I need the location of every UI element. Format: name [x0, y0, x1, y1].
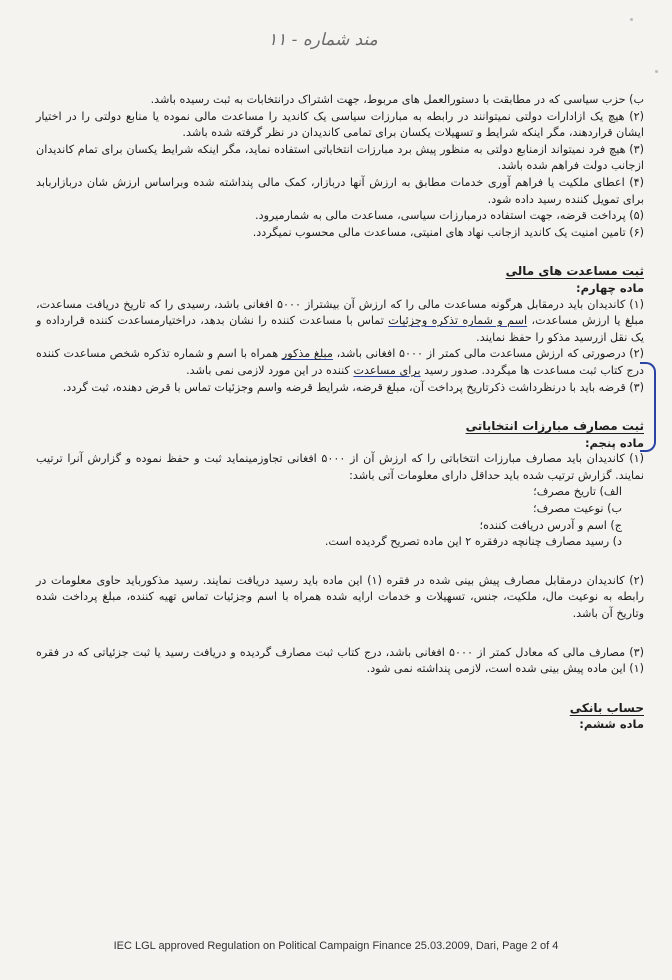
page-footer: IEC LGL approved Regulation on Political Campaign Finance 25.03.2009, Dari, Page 2 of 4 — [113, 940, 559, 952]
article-4-paragraph-2 — [36, 346, 644, 379]
article-5-paragraph-1: (۱) کاندیدان باید مصارف مبارزات انتخاباتی را که ارزش آن از ۵۰۰۰ افغانی تجاوزمینماید ثبت و حفظ نموده و گزارش آنرا ترتیب نمایند. گزارش ترتیب شده باید حداقل دارای معلومات آتی باشد: — [36, 452, 644, 482]
section-heading-campaign-expenses: ثبت مصارف مبارزات انتخاباتی — [465, 419, 644, 434]
paragraph-b: ب) حزب سیاسی که در مطابقت با دستورالعمل های مربوط، جهت اشتراک درانتخابات به ثبت رسیده باشد. — [150, 93, 644, 106]
article-5-label: ماده پنجم: — [584, 435, 644, 450]
text-run: کننده در این مورد لازمی نمی باشد. — [186, 363, 354, 377]
text-run: (۱) کاندیدان باید درمقابل هرگونه مساعدت مالی را که ارزش آن بیشتراز ۵۰۰۰ افغانی باشد، رسیدی را که تاریخ دریافت مساعدت، مبلغ یا ارزش مساعدت، — [36, 297, 644, 328]
underlined-text: اسم و شماره تذکره وجزئیات — [388, 314, 528, 328]
article-4-paragraph-3: (۳) قرضه باید با درنظرداشت ذکرتاریخ پرداخت آن، مبلغ قرضه، شرایط قرضه واسم وجزئیات تماس با قرض دهنده، ثبت گردد. — [62, 380, 644, 394]
paragraph-2: (۲) هیچ یک ازادارات دولتی نمیتوانند در رابطه به مبارزات سیاسی یک کاندید را مساعدت مالی نموده یا منابع دولتی را در اختیار ایشان قراردهند، مگر اینکه شرایط و تسهیلات یکسان برای تمامی کاندیدان در نظر گرفته شده باشد. — [36, 109, 644, 140]
article-6-label: ماده ششم: — [579, 717, 644, 732]
section-heading-financial-aid: ثبت مساعدت های مالی — [505, 264, 644, 279]
list-item-a: الف) تاریخ مصرف؛ — [533, 485, 622, 499]
paragraph-5: (۵) پرداخت قرضه، جهت استفاده درمبارزات سیاسی، مساعدت مالی به شمارمیرود. — [255, 209, 644, 223]
paragraph-6: (۶) تامین امنیت یک کاندید ازجانب نهاد های امنیتی، مساعدت مالی محسوب نمیگردد. — [252, 225, 644, 239]
list-item-d: د) رسید مصارف چنانچه درفقره ۲ این ماده تصریح گردیده است. — [324, 535, 622, 549]
article-4-label: ماده چهارم: — [576, 280, 644, 295]
scan-speck — [655, 70, 658, 73]
underlined-text: برای مساعدت — [353, 363, 421, 377]
paragraph-3: (۳) هیچ فرد نمیتواند ازمنابع دولتی به منظور پیش برد مبارزات انتخاباتی استفاده نماید، مگر اینکه شرایط یکسان برای تمام کاندیدان ازجانب دولت فراهم شده باشد. — [36, 142, 644, 173]
text-run: همراه با اسم و شماره تذکره شخص مساعدت کننده درج کتاب ثبت مساعدت ها میگردد. صدور رسید — [36, 347, 644, 377]
scan-speck — [630, 18, 633, 21]
article-5-paragraph-3: (۳) مصارف مالی که معادل کمتر از ۵۰۰۰ افغانی باشد، درج کتاب ثبت مصارف گردیده و دریافت رسید یا ثبت جزئیاتی که در فقره (۱) این ماده پیش بینی شده است، لازمی پنداشته نمی شود. — [36, 645, 644, 676]
handwritten-page-note: مند شماره - ۱۱ — [268, 30, 378, 50]
document-body — [36, 92, 644, 733]
paragraph-4: (۴) اعطای ملکیت یا فراهم آوری خدمات مطابق به ارزش آنها دربازار، کمک مالی پنداشته شده وبراساس ارزش شان دربازاربابد برای تمویل کننده رسید داده شود. — [36, 175, 644, 206]
section-heading-bank-account: حساب بانکی — [569, 700, 644, 715]
underlined-text: مبلغ مذکور — [281, 347, 333, 361]
list-item-b: ب) نوعیت مصرف؛ — [533, 502, 622, 516]
article-5-paragraph-2: (۲) کاندیدان درمقابل مصارف پیش بینی شده در فقره (۱) این ماده باید رسید دریافت نمایند. رسید مذکورباید حاوی معلومات در رابطه به نوعیت مال، ملکیت، جنس، تسهیلات و خدمات ارایه شده همراه با اسم وجزئیات تماس تهیه کننده، مبلغ پرداخت شده وتاریخ آن باشد. — [36, 573, 644, 621]
article-4-paragraph-1 — [36, 297, 644, 347]
handwritten-bracket-mark — [640, 362, 656, 452]
text-run: (۲) درصورتی که ارزش مساعدت مالی کمتر از ۵۰۰۰ افغانی باشد، — [332, 347, 644, 361]
list-item-c: ج) اسم و آدرس دریافت کننده؛ — [479, 518, 622, 532]
text-run: تماس با مساعدت کننده را نشان بدهد، دراختیارمساعدت کننده قرارداده و یک نقل ازرسید مذکو را حفظ نمایند. — [36, 314, 644, 344]
